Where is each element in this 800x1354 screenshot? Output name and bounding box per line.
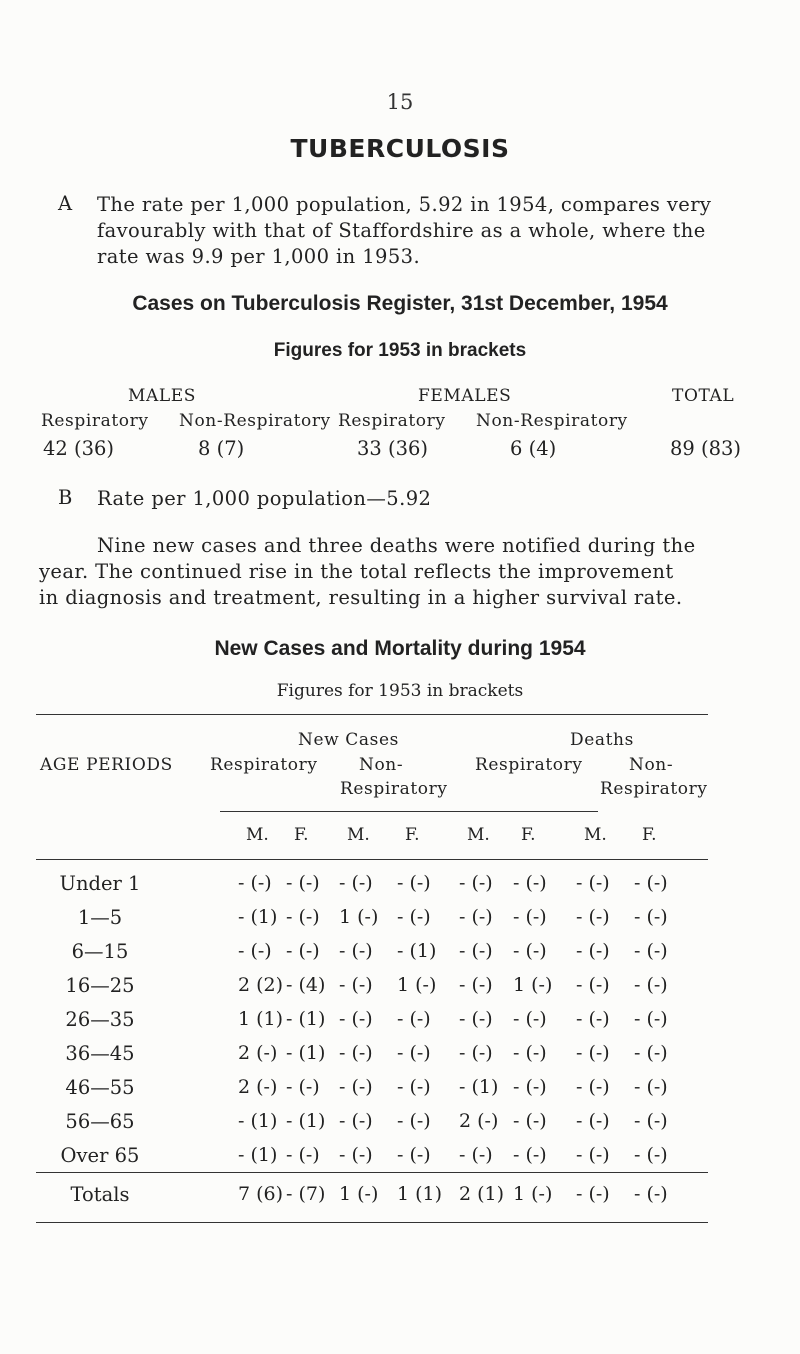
age-period-label: 46—55 — [65, 1076, 135, 1099]
table-cell: - (1) — [238, 1144, 278, 1166]
paragraph-line-3: in diagnosis and treatment, resulting in a higher survival rate. — [39, 586, 683, 609]
new-cases-heading: New Cases and Mortality during 1954 — [214, 637, 586, 660]
table-cell: 2 (-) — [459, 1110, 499, 1132]
table-cell: - (-) — [576, 872, 610, 894]
section-b-letter: B — [58, 486, 73, 509]
table-cell: - (-) — [634, 974, 668, 996]
table-cell: 1 (-) — [397, 974, 437, 996]
new-non-respiratory-label: Respiratory — [340, 779, 448, 799]
section-a-letter: A — [58, 192, 73, 215]
section-a-line-2: favourably with that of Staffordshire as a whole, where the — [97, 219, 706, 242]
table-cell: 1 (-) — [513, 974, 553, 996]
table-cell: - (-) — [576, 1144, 610, 1166]
table-cell: - (4) — [286, 974, 326, 996]
header-sub-rule — [220, 811, 598, 812]
table-cell: 2 (-) — [238, 1076, 278, 1098]
table-cell: - (-) — [513, 940, 547, 962]
section-a-line-1: The rate per 1,000 population, 5.92 in 1954, compares very — [97, 193, 712, 216]
females-respiratory-value: 33 (36) — [357, 437, 429, 460]
table-cell: - (-) — [397, 1076, 431, 1098]
table-cell: 2 (-) — [238, 1042, 278, 1064]
age-period-label: 16—25 — [65, 974, 135, 997]
totals-cell: 7 (6) — [238, 1183, 284, 1205]
table-cell: - (-) — [397, 1144, 431, 1166]
sex-header-4: M. — [467, 825, 490, 845]
table-cell: 1 (1) — [238, 1008, 284, 1030]
table-cell: - (-) — [339, 1144, 373, 1166]
table-cell: - (-) — [286, 940, 320, 962]
table-cell: - (-) — [634, 1042, 668, 1064]
table-cell: - (-) — [634, 1110, 668, 1132]
table-cell: - (-) — [286, 1076, 320, 1098]
table-cell: 2 (2) — [238, 974, 284, 996]
table-cell: - (-) — [339, 872, 373, 894]
table-cell: - (-) — [286, 1144, 320, 1166]
totals-cell: - (-) — [634, 1183, 668, 1205]
age-period-label: 26—35 — [65, 1008, 135, 1031]
table-cell: - (-) — [238, 940, 272, 962]
section-a-line-3: rate was 9.9 per 1,000 in 1953. — [97, 245, 421, 268]
table-cell: - (-) — [576, 1042, 610, 1064]
new-cases-subheading: Figures for 1953 in brackets — [276, 681, 524, 701]
females-non-respiratory-value: 6 (4) — [510, 437, 557, 460]
total-value: 89 (83) — [670, 437, 742, 460]
paragraph-line-2: year. The continued rise in the total reflects the improvement — [39, 560, 674, 583]
table-cell: - (1) — [286, 1008, 326, 1030]
table-cell: - (-) — [513, 1042, 547, 1064]
deaths-non-label: Non- — [629, 755, 674, 775]
males-label: MALES — [128, 386, 197, 406]
table-cell: - (-) — [397, 1008, 431, 1030]
table-cell: - (-) — [576, 1008, 610, 1030]
register-heading: Cases on Tuberculosis Register, 31st December, 1954 — [132, 292, 668, 315]
sex-header-2: M. — [347, 825, 370, 845]
register-subheading: Figures for 1953 in brackets — [273, 340, 527, 361]
table-cell: - (-) — [397, 1110, 431, 1132]
females-respiratory-label: Respiratory — [338, 411, 446, 431]
age-period-label: Under 1 — [59, 872, 141, 895]
sex-header-1: F. — [294, 825, 309, 845]
page-title: TUBERCULOSIS — [290, 134, 510, 163]
table-cell: - (-) — [634, 940, 668, 962]
table-cell: - (1) — [397, 940, 437, 962]
table-cell: - (-) — [513, 1110, 547, 1132]
sex-header-3: F. — [405, 825, 420, 845]
page-number: 15 — [386, 90, 414, 114]
females-label: FEMALES — [418, 386, 512, 406]
table-cell: - (-) — [286, 872, 320, 894]
table-cell: - (-) — [339, 1076, 373, 1098]
totals-cell: - (-) — [576, 1183, 610, 1205]
males-respiratory-label: Respiratory — [41, 411, 149, 431]
table-cell: - (-) — [397, 1042, 431, 1064]
table-cell: - (-) — [576, 1076, 610, 1098]
table-cell: - (-) — [576, 906, 610, 928]
table-cell: - (1) — [238, 906, 278, 928]
totals-cell: - (7) — [286, 1183, 326, 1205]
table-cell: - (-) — [634, 1144, 668, 1166]
age-period-label: 36—45 — [65, 1042, 135, 1065]
sex-header-7: F. — [642, 825, 657, 845]
table-cell: - (-) — [634, 1076, 668, 1098]
table-cell: - (-) — [459, 1144, 493, 1166]
table-cell: - (-) — [339, 940, 373, 962]
table-cell: - (-) — [576, 940, 610, 962]
totals-label: Totals — [70, 1183, 130, 1206]
table-cell: - (-) — [286, 906, 320, 928]
males-non-respiratory-label: Non-Respiratory — [179, 411, 331, 431]
age-period-label: 56—65 — [65, 1110, 135, 1133]
new-respiratory-label: Respiratory — [210, 755, 318, 775]
table-cell: - (-) — [634, 1008, 668, 1030]
table-cell: - (-) — [513, 1076, 547, 1098]
table-bottom-rule — [36, 1222, 708, 1223]
table-cell: - (-) — [513, 1144, 547, 1166]
males-non-respiratory-value: 8 (7) — [198, 437, 245, 460]
table-cell: - (-) — [459, 872, 493, 894]
table-cell: - (-) — [339, 1110, 373, 1132]
table-cell: - (-) — [397, 906, 431, 928]
table-cell: - (-) — [459, 974, 493, 996]
table-cell: - (-) — [459, 906, 493, 928]
table-cell: - (-) — [459, 1042, 493, 1064]
totals-cell: 1 (-) — [513, 1183, 553, 1205]
totals-top-rule — [36, 1172, 708, 1173]
table-cell: - (-) — [397, 872, 431, 894]
table-cell: - (1) — [286, 1110, 326, 1132]
deaths-non-respiratory-label: Respiratory — [600, 779, 708, 799]
new-cases-group-label: New Cases — [298, 730, 399, 750]
table-top-rule — [36, 714, 708, 715]
age-period-label: 1—5 — [77, 906, 123, 929]
table-cell: - (-) — [634, 906, 668, 928]
paragraph-line-1: Nine new cases and three deaths were notified during the — [97, 534, 696, 557]
age-period-label: 6—15 — [71, 940, 129, 963]
table-cell: - (-) — [513, 906, 547, 928]
table-cell: - (-) — [459, 1008, 493, 1030]
table-cell: - (1) — [459, 1076, 499, 1098]
section-b-text: Rate per 1,000 population—5.92 — [97, 487, 432, 510]
table-cell: - (-) — [339, 1042, 373, 1064]
females-non-respiratory-label: Non-Respiratory — [476, 411, 628, 431]
table-cell: - (-) — [576, 1110, 610, 1132]
sex-header-6: M. — [584, 825, 607, 845]
table-cell: 1 (-) — [339, 906, 379, 928]
totals-cell: 1 (-) — [339, 1183, 379, 1205]
table-cell: - (-) — [634, 872, 668, 894]
sex-header-5: F. — [521, 825, 536, 845]
table-cell: - (1) — [238, 1110, 278, 1132]
table-cell: - (-) — [339, 1008, 373, 1030]
totals-cell: 2 (1) — [459, 1183, 505, 1205]
table-cell: - (1) — [286, 1042, 326, 1064]
table-cell: - (-) — [576, 974, 610, 996]
age-period-label: Over 65 — [60, 1144, 140, 1167]
sex-header-0: M. — [246, 825, 269, 845]
table-cell: - (-) — [238, 872, 272, 894]
header-bottom-rule — [36, 859, 708, 860]
deaths-group-label: Deaths — [570, 730, 634, 750]
new-non-label: Non- — [359, 755, 404, 775]
table-cell: - (-) — [513, 1008, 547, 1030]
age-periods-header: AGE PERIODS — [40, 755, 173, 775]
deaths-respiratory-label: Respiratory — [475, 755, 583, 775]
table-cell: - (-) — [339, 974, 373, 996]
males-respiratory-value: 42 (36) — [43, 437, 115, 460]
total-label: TOTAL — [672, 386, 735, 406]
table-cell: - (-) — [459, 940, 493, 962]
table-cell: - (-) — [513, 872, 547, 894]
totals-cell: 1 (1) — [397, 1183, 443, 1205]
